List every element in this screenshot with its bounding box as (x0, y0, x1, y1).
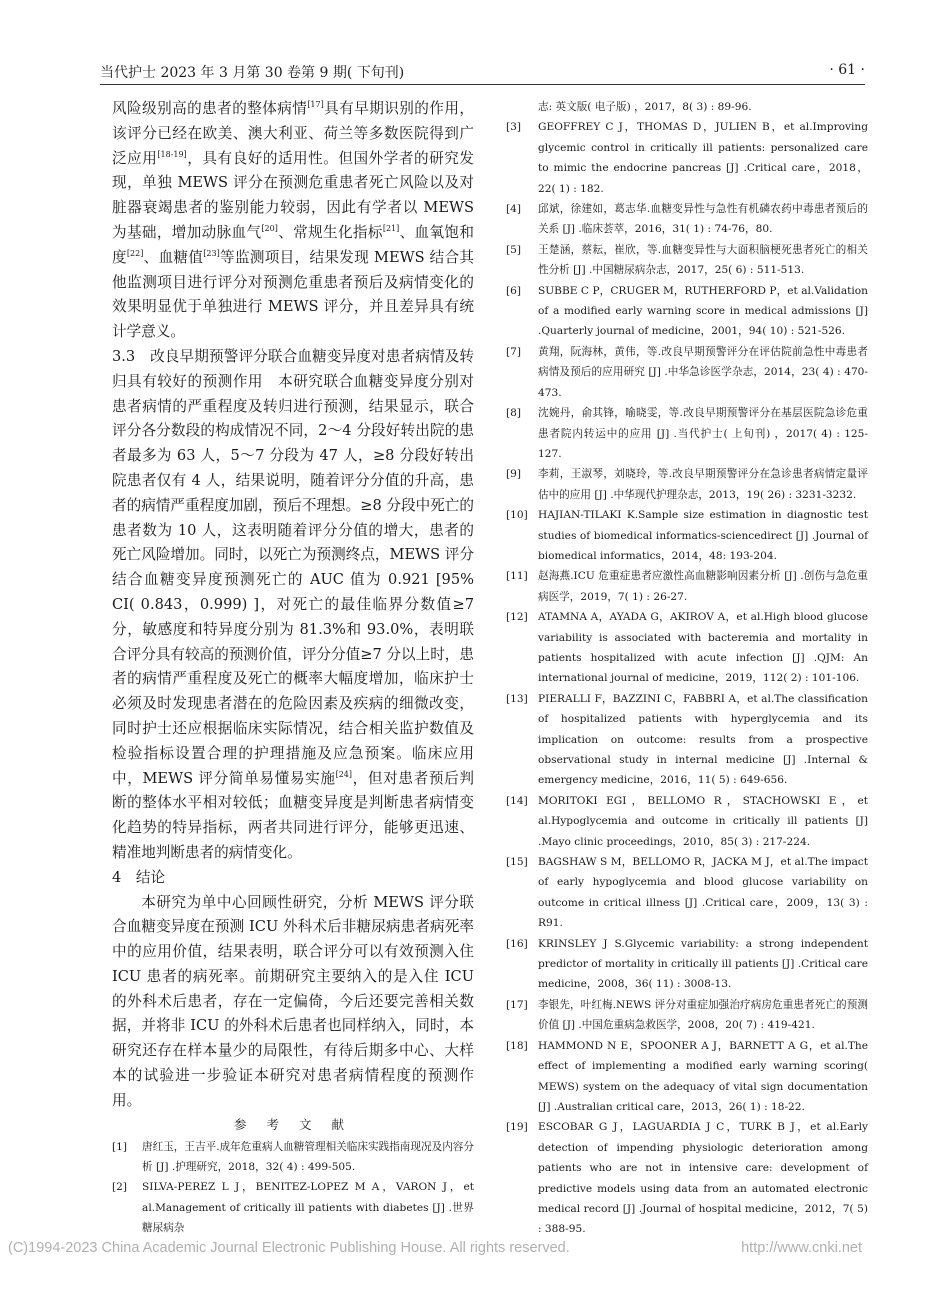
reference-text: SILVA-PEREZ L J，BENITEZ-LOPEZ M A，VARON J，et al.Management of critically ill patients with diabetes [J] .世界糖尿病杂 (142, 1181, 474, 1235)
reference-text: MORITOKI EGI，BELLOMO R，STACHOWSKI E，et al.Hypoglycemia and outcome in critically ill patients [J] .Mayo clinic proceedings，2010，85( 3) : 217-224. (538, 794, 868, 848)
reference-text: 黄翔，阮海林，黄伟，等.改良早期预警评分在评估院前急性中毒患者病情及预后的应用研究 [J] .中华急诊医学杂志，2014，23( 4) : 470-473. (538, 345, 868, 399)
reference-item (506, 281, 868, 342)
reference-item (112, 1137, 474, 1178)
reference-text: 李银先，叶红梅.NEWS 评分对重症加强治疗病房危重患者死亡的预测价值 [J] .中国危重病急救医学，2008，20( 7) : 419-421. (538, 998, 868, 1032)
section-heading-3-3: 3.3 改良早期预警评分联合血糖变异度对患者病情及转归具有较好的预测作用 (112, 347, 474, 390)
reference-text: PIERALLI F，BAZZINI C，FABBRI A，et al.The classification of hospitalized patients with hyperglycemia and its implication on outcome: results from a prospective observational study in internal medicine [J] .Internal & emergency medicine，2016，11( 5) : 649-656. (538, 692, 868, 787)
paragraph-section-3-3: 3.3 改良早期预警评分联合血糖变异度对患者病情及转归具有较好的预测作用 本研究联合血糖变异度分别对患者病情的严重程度及转归进行预测，结果显示，联合评分各分数段的构成情况不同，2～4 分段好转出院的患者最多为 63 人，5～7 分段为 47 人，≥8 分段好转出院患者仅有 4 人，结果说明，随着评分分值的升高，患者的病情严重程度加剧，预后不理想。≥8 分段中死亡的患者数为 10 人，这表明随着评分分值的增大，患者的死亡风险增加。同时，以死亡为预测终点，MEWS 评分结合血糖变异度预测死亡的 AUC 值为 0.921 [95% CI( 0.843，0.999) ]，对死亡的最佳临界分数值≥7 分，敏感度和特异度分别为 81.3%和 93.0%，表明联合评分具有较高的预测价值，评分分值≥7 分以上时，患者的病情严重程度及死亡的概率大幅度增加，临床护士必须及时发现患者潜在的危险因素及疾病的细微改变，同时护士还应根据临床实际情况，结合相关监护数值及检验指标设置合理的护理措施及应急预案。临床应用中，MEWS 评分简单易懂易实施[24]，但对患者预后判断的整体水平相对较低；血糖变异度是判断患者病情变化趋势的特异指标，两者共同进行评分，能够更迅速、精准地判断患者的病情变化。 (112, 347, 474, 861)
reference-number: [1] (112, 1140, 128, 1153)
website-link[interactable]: http://www.cnki.net (741, 1240, 862, 1256)
reference-text: SUBBE C P，CRUGER M，RUTHERFORD P，et al.Validation of a modified early warning score in medical admissions [J] .Quarterly journal of medicine，2001，94( 10) : 521-526. (538, 284, 868, 338)
reference-item (506, 791, 868, 852)
reference-text: GEOFFREY C J，THOMAS D，JULIEN B，et al.Improving glycemic control in critically ill patients: personalized care to mimic the endocrine pancreas [J] .Critical care，2018，22( 1) : 182. (538, 121, 868, 195)
reference-item (506, 464, 868, 505)
reference-number: [2] (112, 1181, 128, 1194)
reference-text: 沈婉丹，俞其锋，喻晓雯，等.改良早期预警评分在基层医院急诊危重患者院内转运中的应用 [J] .当代护士( 上旬刊) ，2017( 4) : 125-127. (538, 407, 868, 460)
reference-number: [15] (506, 856, 528, 869)
reference-number: [3] (506, 121, 522, 134)
reference-text: ATAMNA A，AYADA G，AKIROV A，et al.High blood glucose variability is associated with bacteremia and mortality in patients hospitalized with acute infection [J] .QJM: An international journal of medicine，2019，112( 2) : 101-106. (538, 611, 868, 685)
header-rule (100, 84, 865, 85)
reference-number: [16] (506, 937, 528, 950)
reference-text: ESCOBAR G J，LAGUARDIA J C，TURK B J，et al.Early detection of impending physiologic deterioration among patients who are not in intensive care: development of predictive models using data from an automated electronic medical record [J] .Journal of hospital medicine，2012，7( 5) : 388-95. (538, 1121, 868, 1236)
reference-number: [19] (506, 1121, 528, 1134)
citation: [17] (307, 100, 324, 110)
reference-item (112, 1177, 474, 1238)
copyright-text: (C)1994-2023 China Academic Journal Electronic Publishing House. All rights reserved. (8, 1240, 570, 1256)
reference-text: 唐红玉，王吉平.成年危重病人血糖管理相关临床实践指南现况及内容分析 [J] .护理研究，2018，32( 4) : 499-505. (142, 1140, 474, 1174)
reference-item (506, 403, 868, 464)
reference-number: [4] (506, 203, 522, 216)
citation: [22] (126, 248, 144, 258)
reference-text: KRINSLEY J S.Glycemic variability: a strong independent predictor of mortality in critically ill patients [J] .Critical care medicine，2008，36( 11) : 3008-13. (538, 937, 868, 991)
reference-number: [17] (506, 998, 528, 1011)
reference-number: [5] (506, 243, 522, 256)
reference-number: [8] (506, 407, 522, 420)
citation: [24] (335, 769, 353, 779)
reference-text: BAGSHAW S M，BELLOMO R，JACKA M J，et al.The impact of early hypoglycemia and blood glucose variability on outcome in critical illness [J] .Critical care，2009，13( 3) : R91. (538, 856, 868, 930)
reference-item (506, 566, 868, 607)
reference-continuation: 志: 英文版( 电子版) ，2017，8( 3) : 89-96. (538, 101, 752, 113)
citation: [18-19] (157, 149, 187, 159)
reference-item (506, 117, 868, 199)
running-header (100, 62, 865, 84)
right-column (506, 97, 868, 1240)
reference-item (506, 995, 868, 1036)
reference-item (506, 852, 868, 934)
reference-item (506, 505, 868, 566)
reference-item (506, 199, 868, 240)
copyright-footer (0, 1240, 950, 1256)
paragraph-risk-level: 风险级别高的患者的整体病情[17]具有早期识别的作用，该评分已经在欧美、澳大利亚、荷兰等多数医院得到广泛应用[18-19]，具有良好的适用性。但国外学者的研究发现，单独 MEWS 评分在预测危重患者死亡风险以及对脏器衰竭患者的鉴别能力较弱，因此有学者以 MEWS 为基础，增加动脉血气[20]、常规生化指标[21]、血氧饱和度[22]、血糖值[23]等监测项目，结果发现 MEWS 结合其他监测项目进行评分对预测危重患者预后及病情变化的效果明显优于单独进行 MEWS 评分，并且差异具有统计学意义。 (112, 100, 474, 341)
citation: [20] (261, 224, 278, 234)
reference-text: HAJIAN-TILAKI K.Sample size estimation in diagnostic test studies of biomedical informatics-sciencedirect [J] .Journal of biomedical informatics，2014，48: 193-204. (538, 509, 868, 562)
reference-text: 李莉，王淑琴，刘晓玲，等.改良早期预警评分在急诊患者病情定量评估中的应用 [J] .中华现代护理杂志，2013，19( 26) : 3231-3232. (538, 468, 868, 501)
page-number: · 61 · (829, 62, 865, 78)
reference-number: [6] (506, 284, 522, 297)
reference-item (506, 1117, 868, 1239)
citation: [23] (203, 248, 220, 258)
reference-text: 王楚涵，蔡耘，崔欣，等.血糖变异性与大面积脑梗死患者死亡的相关性分析 [J] .中国糖尿病杂志，2017，25( 6) : 511-513. (538, 243, 868, 277)
reference-text: HAMMOND N E，SPOONER A J，BARNETT A G，et al.The effect of implementing a modified early warning scoring( MEWS) system on the adequacy of vital sign documentation [J] .Australian critical care，2013，26( 1) : 18-22. (538, 1039, 868, 1113)
section-heading-4: 4 结论 (112, 868, 166, 886)
reference-number: [13] (506, 692, 528, 705)
reference-text: 赵海燕.ICU 危重症患者应激性高血糖影响因素分析 [J] .创伤与急危重病医学，2019，7( 1) : 26-27. (538, 570, 868, 603)
reference-number: [10] (506, 509, 528, 522)
reference-item (506, 1036, 868, 1118)
reference-item (506, 240, 868, 281)
reference-number: [9] (506, 468, 522, 481)
reference-item (506, 934, 868, 995)
references-title: 参 考 文 献 (234, 1116, 352, 1132)
reference-number: [12] (506, 611, 528, 624)
reference-number: [14] (506, 794, 528, 807)
reference-number: [7] (506, 345, 522, 358)
reference-number: [18] (506, 1039, 528, 1052)
reference-number: [11] (506, 570, 528, 583)
reference-list-left (112, 1137, 474, 1239)
paragraph-conclusion: 本研究为单中心回顾性研究，分析 MEWS 评分联合血糖变异度在预测 ICU 外科术后非糖尿病患者病死率中的应用价值，结果表明，联合评分可以有效预测入住 ICU 患者的病死率。前期研究主要纳入的是入住 ICU 的外科术后患者，存在一定偏倚，今后还要完善相关数据，并将非 ICU 的外科术后患者也同样纳入，同时，本研究还存在样本量少的局限性，有待后期多中心、大样本的试验进一步验证本研究对患者病情程度的预测作用。 (112, 893, 474, 1109)
citation: [21] (382, 224, 400, 234)
reference-item (506, 607, 868, 689)
reference-item (506, 689, 868, 791)
left-column (112, 97, 474, 1239)
reference-item (506, 342, 868, 403)
reference-text: 邱斌，徐建如，葛志华.血糖变异性与急性有机磷农药中毒患者预后的关系 [J] .临床荟萃，2016，31( 1) : 74-76，80. (538, 203, 868, 236)
journal-info: 当代护士 2023 年 3 月第 30 卷第 9 期( 下旬刊) (100, 65, 405, 81)
